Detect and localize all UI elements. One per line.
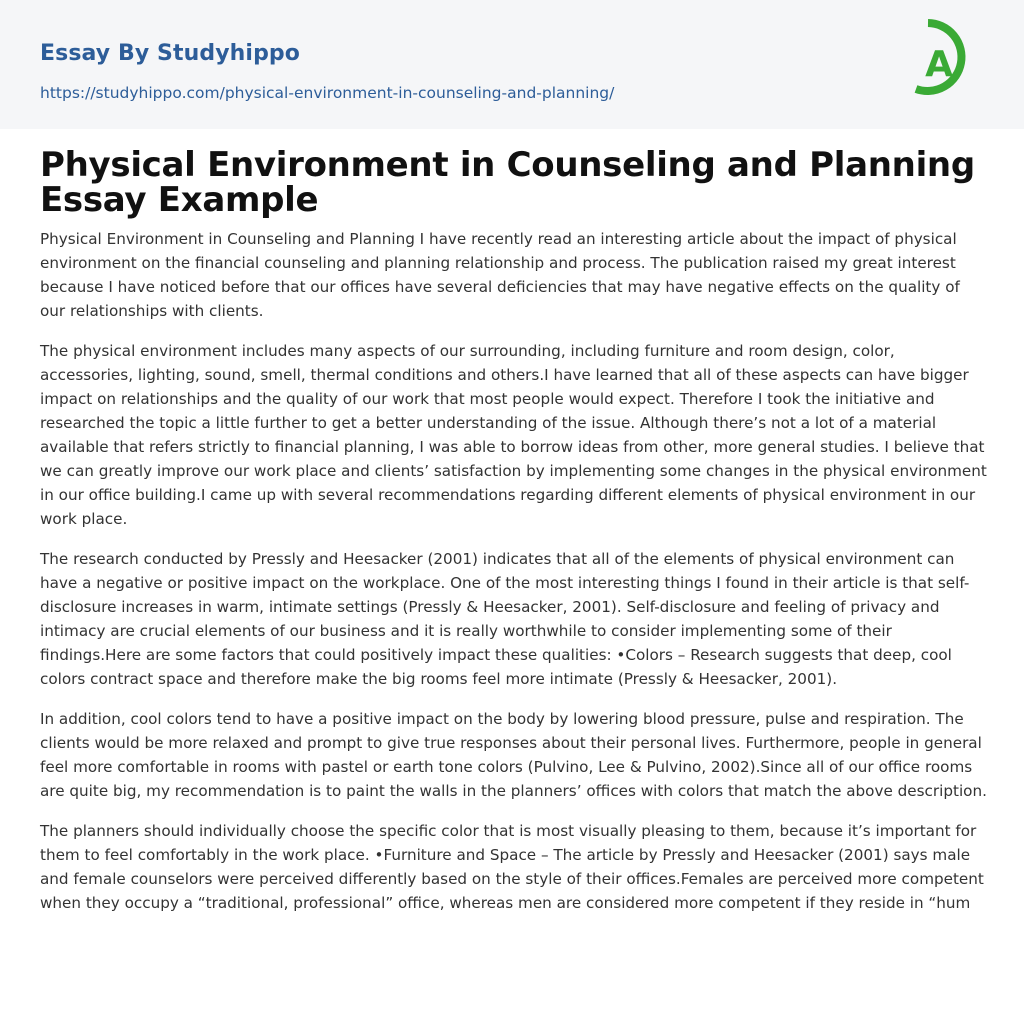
article-title: Physical Environment in Counseling and Planning Essay Example [40, 145, 975, 220]
article-paragraph-5: The planners should individually choose the specific color that is most visually pleasing to them, because it’s important for them to feel comfortably in the work place. •Furniture and Space – The article by Pressly and Heesacker (2001) says male and female counselors were perceived differently based on the style of their offices.Females are perceived more competent when they occupy a “traditional, professional” office, whereas men are considered more competent if they reside in “hum [40, 822, 984, 912]
logo-letter: A [925, 44, 953, 85]
article-paragraph-3: The research conducted by Pressly and Heesacker (2001) indicates that all of the elements of physical environment can have a negative or positive impact on the workplace. One of the most interesting things I found in their article is that self-disclosure increases in warm, intimate settings (Pressly & Heesacker, 2001). Self-disclosure and feeling of privacy and intimacy are crucial elements of our business and it is really worthwhile to consider implementing some of their findings.Here are some factors that could positively impact these qualities: •Colors – Research suggests that deep, cool colors contract space and therefore make the big rooms feel more intimate (Pressly & Heesacker, 2001). [40, 550, 970, 688]
studyhippo-logo-icon[interactable] [912, 19, 986, 105]
article-paragraph-1: Physical Environment in Counseling and Planning I have recently read an interesting article about the impact of physical environment on the financial counseling and planning relationship and process. The publication raised my great interest because I have noticed before that our offices have several deficiencies that may have negative effects on the quality of our relationships with clients. [40, 230, 960, 320]
source-url-link[interactable]: https://studyhippo.com/physical-environment-in-counseling-and-planning/ [40, 84, 615, 102]
article [40, 145, 988, 931]
article-paragraph-4: In addition, cool colors tend to have a positive impact on the body by lowering blood pressure, pulse and respiration. The clients would be more relaxed and prompt to give true responses about their personal lives. Furthermore, people in general feel more comfortable in rooms with pastel or earth tone colors (Pulvino, Lee & Pulvino, 2002).Since all of our office rooms are quite big, my recommendation is to paint the walls in the planners’ offices with colors that match the above description. [40, 710, 987, 800]
article-paragraph-2: The physical environment includes many aspects of our surrounding, including furniture and room design, color, accessories, lighting, sound, smell, thermal conditions and others.I have learned that all of these aspects can have bigger impact on relationships and the quality of our work that most people would expect. Therefore I took the initiative and researched the topic a little further to get a better understanding of the issue. Although there’s not a lot of a material available that refers strictly to financial planning, I was able to borrow ideas from other, more general studies. I believe that we can greatly improve our work place and clients’ satisfaction by implementing some changes in the physical environment in our office building.I came up with several recommendations regarding different elements of physical environment in our work place. [40, 342, 987, 528]
site-brand[interactable]: Essay By Studyhippo [40, 41, 300, 66]
site-header [0, 0, 1024, 129]
